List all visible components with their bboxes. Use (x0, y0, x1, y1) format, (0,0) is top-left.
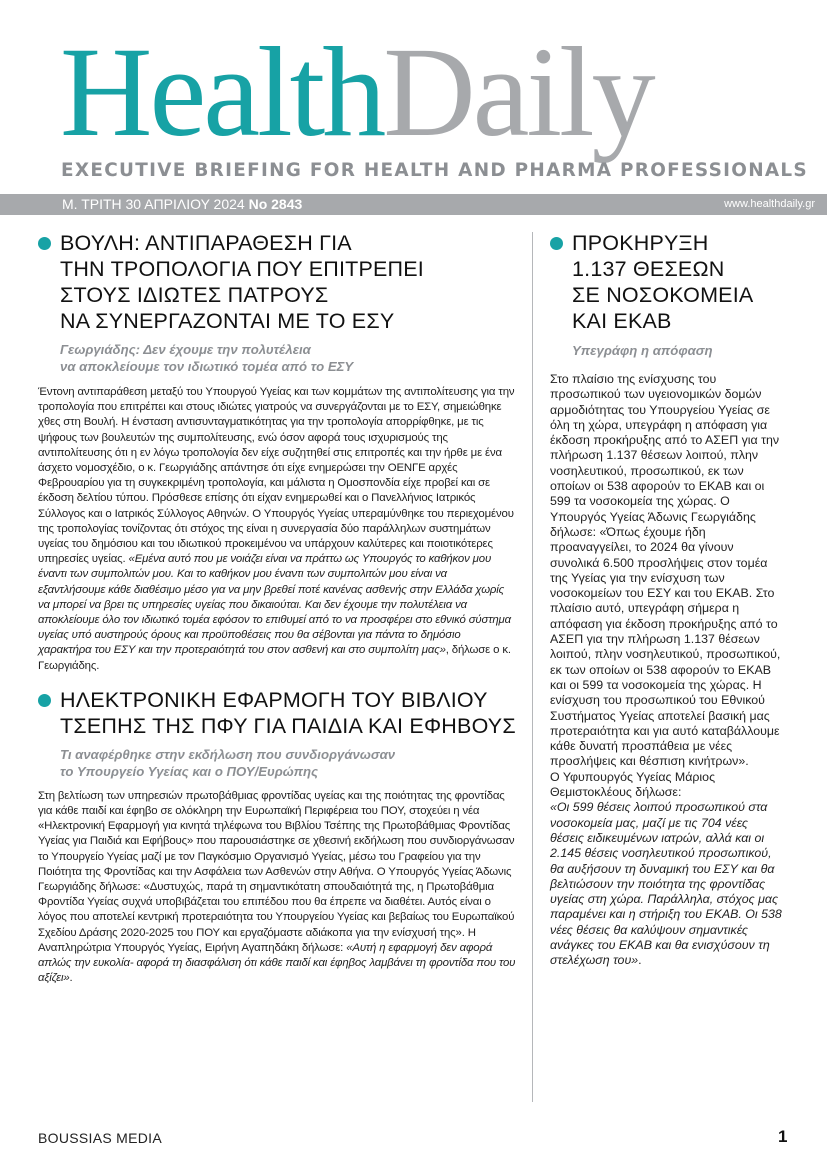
issue-number: No 2843 (248, 196, 303, 212)
headline-line: ΝΑ ΣΥΝΕΡΓΑΖΟΝΤΑΙ ΜΕ ΤΟ ΕΣΥ (60, 309, 395, 333)
bullet-dot-icon (38, 237, 51, 250)
bullet-dot-icon (550, 237, 563, 250)
headline-line: ΚΑΙ ΕΚΑΒ (572, 309, 672, 333)
tagline: EXECUTIVE BRIEFING FOR HEALTH AND PHARMA PROFESSIONALS (61, 160, 808, 181)
subtitle-line: Γεωργιάδης: Δεν έχουμε την πολυτέλεια (60, 342, 311, 357)
issue-date: Μ. ΤΡΙΤΗ 30 ΑΠΡΙΛΙΟΥ 2024 (62, 196, 245, 212)
body-text: Στη βελτίωση των υπηρεσιών πρωτοβάθμιας φροντίδας υγείας και της ποιότητας της φροντίδας για κάθε παιδί και έφηβο σε ολόκληρη την Ευρωπαϊκή Περιφέρεια του ΠΟΥ, στοχεύει η νέα «Ηλεκτρονική Εφαρμογή για κινητά τηλέφωνα του Βιβλίου Τσέπης της Πρωτοβάθμιας Φροντίδας Υγείας για Παιδιά και Εφήβους» που παρουσιάστηκε σε χθεσινή εκδήλωση που συνδιοργάνωσαν το Υπουργείο Υγείας μαζί με τον Παγκόσμιο Οργανισμό Υγείας, μέσω του Γραφείου για την Ποιότητα της Φροντίδας και την Ασφάλεια των Ασθενών στην Αθήνα. Ο Υπουργός Υγείας Άδωνις Γεωργιάδης δήλωσε: «Δυστυχώς, παρά τη σημαντικότατη σπουδαιότητά της, η Πρωτοβάθμια Φροντίδα Υγείας συχνά υποβιβάζεται του επιπέδου που θα έπρεπε να διαθέτει. Αυτός είναι ο λόγος που αποτελεί κεντρική προτεραιότητα του Υπουργείου Υγείας και βεβαίως του Ευρωπαϊκού Σχεδίου Δράσης 2020-2025 του ΠΟΥ και εργαζόμαστε αδιάκοπα για την ενίσχυσή της». Η Αναπληρώτρια Υπουργός Υγείας, Ειρήνη Αγαπηδάκη δήλωσε: (38, 789, 515, 954)
subtitle-line: να αποκλείουμε τον ιδιωτικό τομέα από το ΕΣΥ (60, 359, 354, 374)
subtitle-line: Τι αναφέρθηκε στην εκδήλωση που συνδιοργάνωσαν (60, 746, 396, 762)
headline-line: ΗΛΕΚΤΡΟΝΙΚΗ ΕΦΑΡΜΟΓΗ ΤΟΥ ΒΙΒΛΙΟΥ (60, 687, 488, 712)
page-number: 1 (778, 1127, 788, 1146)
logo-daily: Daily (383, 21, 653, 163)
body-paragraph: Στο πλαίσιο της ενίσχυσης του προσωπικού των υγειονομικών δομών αρμοδιότητας του Υπουργείου Υγείας σε όλη τη χώρα, υπεγράφη η απόφαση για έκδοση προκήρυξης από το ΑΣΕΠ για την πλήρωση 1.137 θέσεων λοιπού, πλην νοσηλευτικού, προσωπικού, εκ των οποίων οι 538 αφορούν το ΕΚΑΒ και οι 599 τα νοσοκομεία της χώρας. Ο Υπουργός Υγείας Άδωνις Γεωργιάδης δήλωσε: «Όπως έχουμε ήδη προαναγγείλει, το 2024 θα γίνουν συνολικά 6.500 προσλήψεις στον τομέα της Υγείας για την ενίσχυση των νοσοκομείων του ΕΣΥ και του ΕΚΑΒ. Στο πλαίσιο αυτό, υπεγράφη σήμερα η απόφαση για έκδοση προκήρυξης από το ΑΣΕΠ για την πλήρωση 1.137 θέσεων λοιπού, πλην νοσηλευτικού, προσωπικού, εκ των οποίων οι 538 αφορούν το ΕΚΑΒ και οι 599 τα νοσοκομεία της χώρας. Η ενίσχυση του προσωπικού του Εθνικού Συστήματος Υγείας αποτελεί βασική μας προτεραιότητα και για αυτό καταβάλλουμε κάθε δυνατή προσπάθεια με νέες προσλήψεις και θέσπιση κινήτρων». (550, 372, 781, 769)
article-body (550, 372, 782, 969)
quote-text: «Αυτή η εφαρμογή δεν αφορά απλώς την ευκολία- αφορά τη διασφάλιση ότι κάθε παιδί και έφηβος λαμβάνει τη φροντίδα που του αξίζει» (38, 941, 516, 985)
bullet-dot-icon (38, 694, 51, 707)
quote-paragraph (550, 800, 782, 968)
article-subtitle: Υπεγράφη η απόφαση (572, 343, 713, 358)
article-body (38, 385, 516, 674)
headline-line: ΤΗΝ ΤΡΟΠΟΛΟΓΙΑ ΠΟΥ ΕΠΙΤΡΕΠΕΙ (60, 257, 424, 281)
article-subtitle (60, 341, 516, 375)
headline-line: 1.137 ΘΕΣΕΩΝ (572, 257, 725, 281)
body-tail: . (638, 953, 642, 968)
article-headline (38, 230, 516, 334)
article-app (38, 687, 516, 987)
headline-line: ΤΣΕΠΗΣ ΤΗΣ ΠΦΥ ΓΙΑ ΠΑΙΔΙΑ ΚΑΙ ΕΦΗΒΟΥΣ (60, 713, 516, 738)
quote-text: «Εμένα αυτό που με νοιάζει είναι να πράττω ως Υπουργός το καθήκον μου έναντι των συμπολιτών μου. Και το καθήκον μου έναντι των συμπολιτών μου είναι να εξαντλήσουμε κάθε διαθέσιμο μέσο για να μην βρεθεί ποτέ κανένας ασθενής στην Ελλάδα χωρίς να μπορεί να βρει τις υπηρεσίες υγείας που δικαιούται. Και δεν έχουμε την πολυτέλεια να αποκλείουμε όλο τον ιδιωτικό τομέα εφόσον το επιθυμεί από το να προσφέρει στο εθνικό σύστημα υγείας υπό αυστηρούς όρους και προϋποθέσεις που θα σέβονται για πάντα το δημόσιο χαρακτήρα του ΕΣΥ και την προτεραιότητά του στον ασθενή και στο συμπολίτη μας» (38, 553, 511, 657)
article-body (38, 789, 516, 987)
body-text: Έντονη αντιπαράθεση μεταξύ του Υπουργού Υγείας και των κομμάτων της αντιπολίτευσης για την τροπολογία που επιτρέπει και στους ιδιώτες γιατρούς να συνεργάζονται με το ΕΣΥ, σημειώθηκε χθες στη Βουλή. Η ένσταση αντισυνταγματικότητας για την τροπολογία απορρίφθηκε, με τις ψήφους των βουλευτών της συμπολίτευσης, ενώ όσον αφορά τους ισχυρισμούς της αντιπολίτευσης ότι η εν λόγω τροπολογία δεν είχε συζητηθεί στις επιτροπές και την ήρθε με ένα άσχετο νομοσχέδιο, ο κ. Γεωργιάδης απάντησε ότι είχε ενημερώσει την ΟΕΝΓΕ αρχές Φεβρουαρίου για τη συγκεκριμένη τροπολογία, και μάλιστα η Ομοσπονδία είχε προβεί και σε έκδοση δελτίου τύπου. Πρόσθεσε επίσης ότι είχαν ενημερωθεί και ο Πανελλήνιος Ιατρικός Σύλλογος και ο Ιατρικός Σύλλογος Αθηνών. Ο Υπουργός Υγείας υπεραμύνθηκε του περιεχομένου της τροπολογίας τονίζοντας ότι στόχος της είναι η συνεργασία δύο παράλληλων συστημάτων υγείας του δημόσιου και του ιδιωτικού προκειμένου να υπάρχουν καλύτερες και ποιοτικότερες υπηρεσίες υγείας. (38, 386, 515, 566)
headline-line: ΣΕ ΝΟΣΟΚΟΜΕΙΑ (572, 283, 754, 307)
issue-date-line (62, 196, 302, 212)
right-column (550, 230, 782, 969)
body-tail: , δήλωσε ο κ. Γεωργιάδης. (38, 644, 511, 672)
body-tail: . (69, 972, 73, 985)
publisher-name: BOUSSIAS MEDIA (38, 1130, 163, 1146)
article-headline (38, 687, 516, 739)
body-paragraph: Ο Υφυπουργός Υγείας Μάριος Θεμιστοκλέους δήλωσε: (550, 769, 716, 800)
subtitle-line: το Υπουργείο Υγείας και ο ΠΟΥ/Ευρώπης (60, 763, 319, 779)
logo (60, 22, 780, 162)
headline-line: ΣΤΟΥΣ ΙΔΙΩΤΕΣ ΠΑΤΡΟΥΣ (60, 283, 329, 307)
article-subtitle (60, 746, 516, 780)
logo-health: Health (60, 21, 384, 163)
headline-line: ΒΟΥΛΗ: ΑΝΤΙΠΑΡΑΘΕΣΗ ΓΙΑ (60, 231, 352, 255)
headline-line: ΠΡΟΚΗΡΥΞΗ (572, 231, 709, 255)
column-divider (532, 232, 533, 1102)
site-url[interactable]: www.healthdaily.gr (724, 198, 815, 210)
article-parliament (38, 230, 516, 674)
article-headline (550, 230, 782, 334)
date-bar (0, 194, 827, 215)
quote-text: «Οι 599 θέσεις λοιπού προσωπικού στα νοσοκομεία μας, μαζί με τις 704 νέες θέσεις ειδικευμένων ιατρών, αλλά και οι 2.145 θέσεις νοσηλευτικού προσωπικού, θα αυξήσουν τη δυναμική του ΕΣΥ και θα βελτιώσουν την ποιότητα της φροντίδας υγείας στη χώρα. Παράλληλα, στόχος μας παραμένει και η στήριξη του ΕΚΑΒ. Οι 538 νέες θέσεις θα καλύψουν σημαντικές ανάγκες του ΕΚΑΒ και θα ενισχύσουν τη στελέχωση του» (550, 800, 782, 968)
left-column (38, 230, 516, 987)
